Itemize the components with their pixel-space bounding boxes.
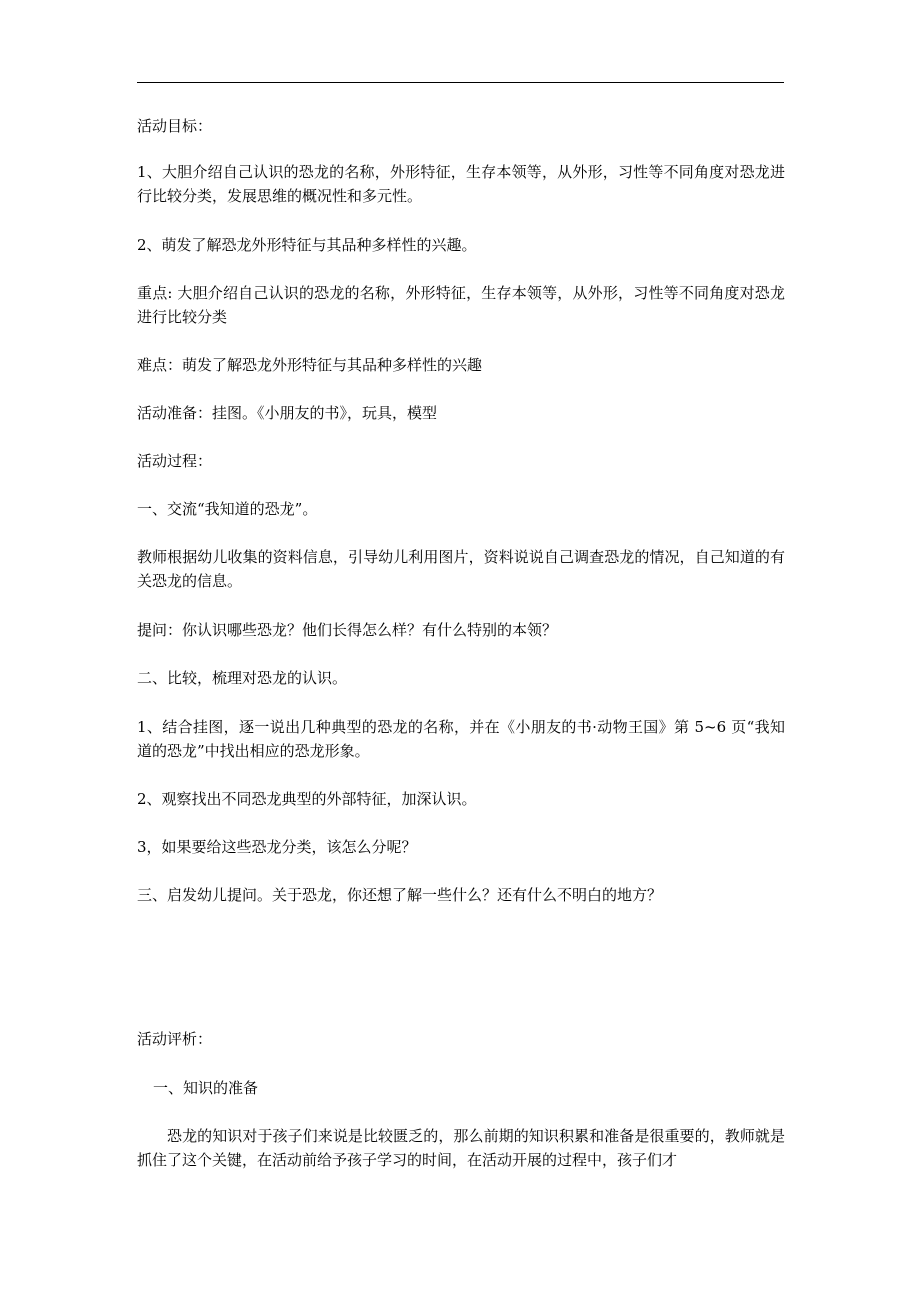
key-point: 重点: 大胆介绍自己认识的恐龙的名称，外形特征，生存本领等，从外形，习性等不同角度对恐龙进行比较分类 — [137, 284, 785, 326]
goal-item-2: 2、萌发了解恐龙外形特征与其品种多样性的兴趣。 — [137, 236, 477, 254]
review-subheading: 一、知识的准备 — [153, 1079, 259, 1097]
review-body: 恐龙的知识对于孩子们来说是比较匮乏的，那么前期的知识积累和准备是很重要的，教师就是抓住了这个关键，在活动前给予孩子学习的时间，在活动开展的过程中，孩子们才 — [137, 1127, 785, 1169]
step2-title: 二、比较，梳理对恐龙的认识。 — [137, 669, 348, 687]
step3-title: 三、启发幼儿提问。关于恐龙，你还想了解一些什么？还有什么不明白的地方？ — [137, 886, 663, 904]
process-heading: 活动过程： — [137, 452, 213, 470]
step1-title: 一、交流“我知道的恐龙”。 — [137, 500, 318, 518]
review-heading: 活动评析： — [137, 1030, 213, 1048]
goal-item-1: 1、大胆介绍自己认识的恐龙的名称，外形特征，生存本领等，从外形，习性等不同角度对恐龙进行比较分类，发展思维的概况性和多元性。 — [137, 163, 785, 205]
step2-item-2: 2、观察找出不同恐龙典型的外部特征，加深认识。 — [137, 790, 477, 808]
step2-item-3: 3，如果要给这些恐龙分类，该怎么分呢？ — [137, 838, 417, 856]
goal-heading: 活动目标： — [137, 117, 213, 135]
step1-body: 教师根据幼儿收集的资料信息，引导幼儿利用图片，资料说说自己调查恐龙的情况，自己知道的有关恐龙的信息。 — [137, 548, 785, 590]
preparation: 活动准备：挂图。《小朋友的书》，玩具，模型 — [137, 404, 438, 422]
step1-question: 提问：你认识哪些恐龙？他们长得怎么样？有什么特别的本领？ — [137, 621, 558, 639]
header-rule — [137, 82, 784, 83]
difficulty: 难点：萌发了解恐龙外形特征与其品种多样性的兴趣 — [137, 356, 483, 374]
step2-item-1: 1、结合挂图，逐一说出几种典型的恐龙的名称，并在《小朋友的书·动物王国》第 5~6 页“我知道的恐龙”中找出相应的恐龙形象。 — [137, 718, 785, 760]
